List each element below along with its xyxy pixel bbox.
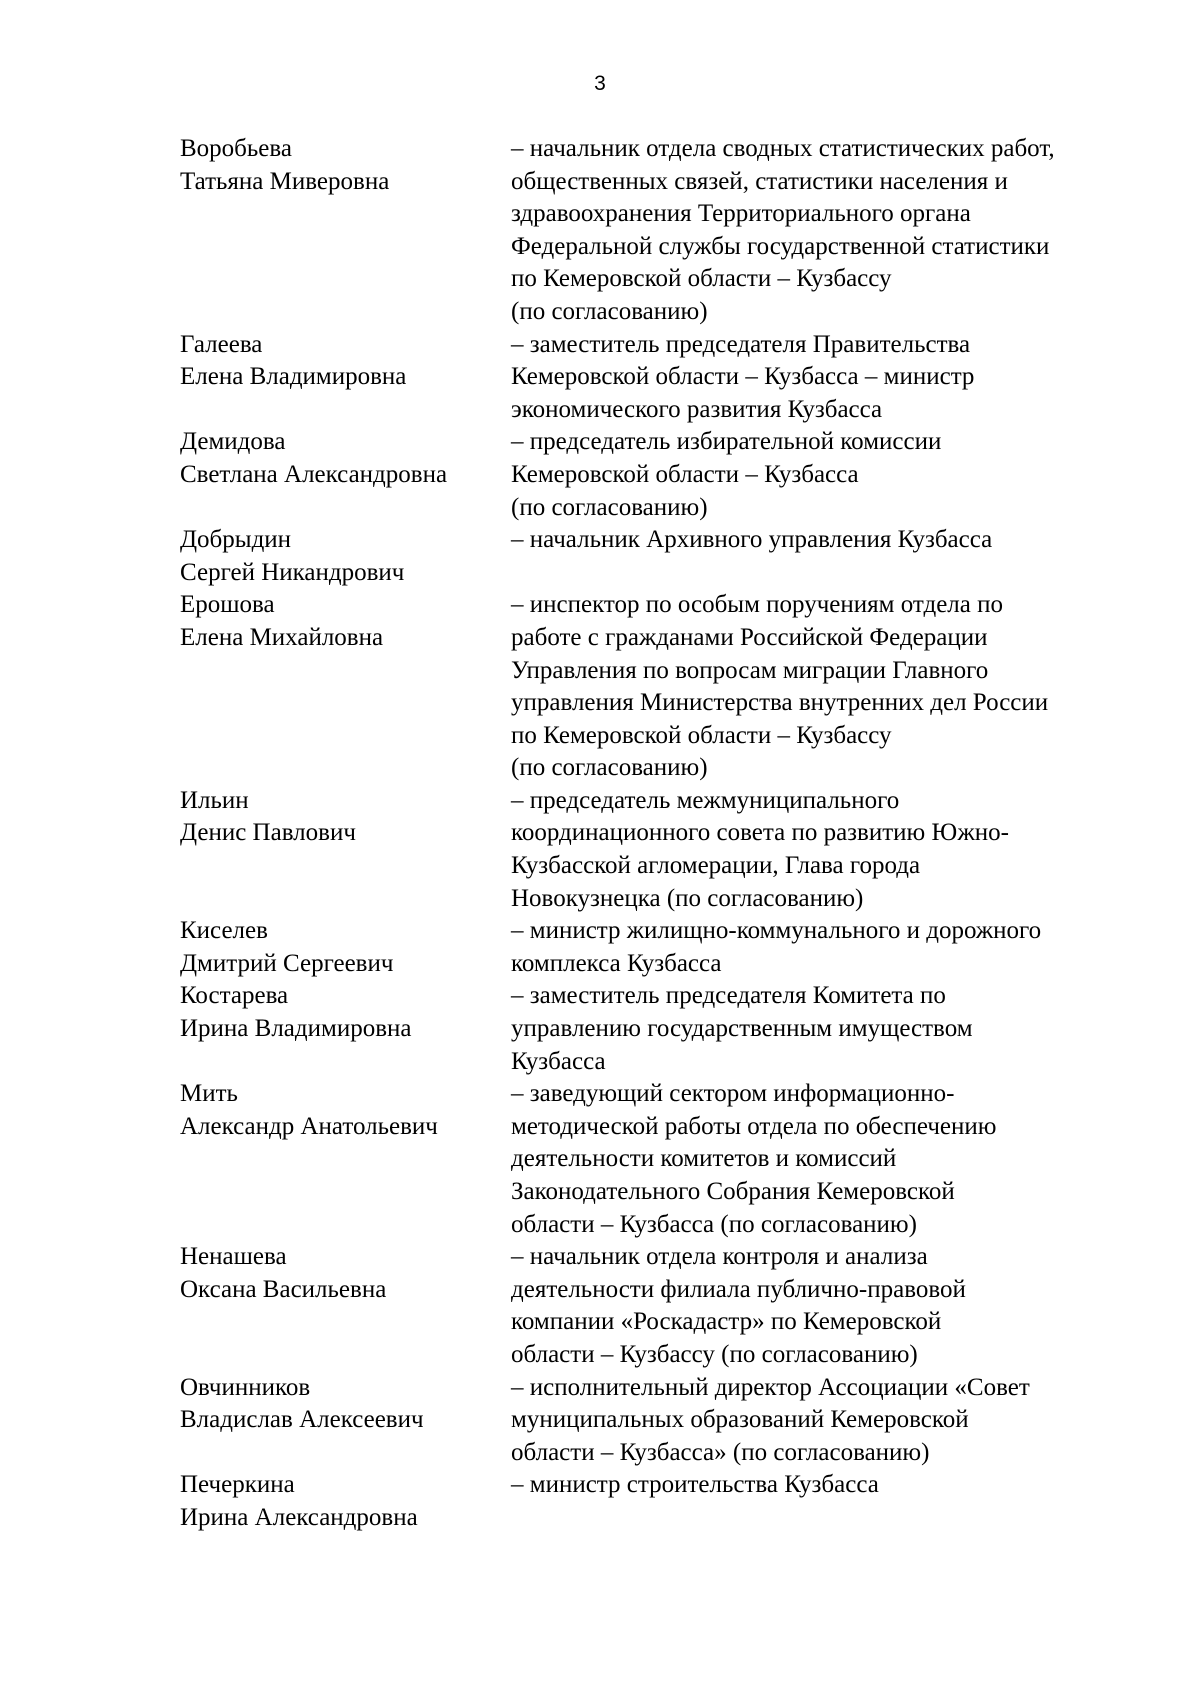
member-position-line: – начальник отдела контроля и анализа	[511, 1243, 928, 1271]
member-position-line: – председатель межмуниципального	[511, 786, 900, 814]
member-position	[511, 133, 1140, 329]
member-position-line: – заместитель председателя Правительства	[511, 330, 971, 358]
member-row	[180, 589, 1140, 785]
member-given-names: Ирина Владимировна	[180, 1015, 412, 1043]
member-row	[180, 1078, 1140, 1241]
member-position-line: (по согласованию)	[511, 754, 708, 782]
member-name	[180, 329, 511, 427]
member-position-line: работе с гражданами Российской Федерации	[511, 623, 988, 651]
member-position-line: – министр жилищно-коммунального и дорожного	[511, 917, 1042, 945]
member-name	[180, 426, 511, 524]
member-position-line: – заместитель председателя Комитета по	[511, 982, 946, 1010]
member-position-line: экономического развития Кузбасса	[511, 395, 883, 423]
member-given-names: Дмитрий Сергеевич	[180, 949, 394, 977]
member-position-line: – министр строительства Кузбасса	[511, 1471, 879, 1499]
member-position-line: управления Министерства внутренних дел России	[511, 689, 1049, 717]
member-row	[180, 133, 1140, 329]
member-position-line: Федеральной службы государственной статистики	[511, 232, 1050, 260]
member-surname: Мить	[180, 1080, 238, 1108]
member-position-line: Кузбасской агломерации, Глава города	[511, 852, 921, 880]
member-position-line: Управления по вопросам миграции Главного	[511, 656, 989, 684]
member-given-names: Сергей Никандрович	[180, 558, 405, 586]
member-row	[180, 426, 1140, 524]
member-row	[180, 1469, 1140, 1534]
member-name	[180, 1372, 511, 1470]
member-position-line: – инспектор по особым поручениям отдела по	[511, 591, 1004, 619]
member-position-line: Новокузнецка (по согласованию)	[511, 884, 864, 912]
member-position-line: деятельности комитетов и комиссий	[511, 1145, 897, 1173]
member-position-line: – заведующий сектором информационно-	[511, 1080, 955, 1108]
member-row	[180, 1241, 1140, 1371]
member-name	[180, 915, 511, 980]
member-position-line: – начальник отдела сводных статистических работ,	[511, 135, 1055, 162]
member-surname: Ненашева	[180, 1243, 287, 1271]
member-position-line: области – Кузбасса» (по согласованию)	[511, 1438, 930, 1466]
member-given-names: Елена Михайловна	[180, 623, 384, 651]
member-surname: Костарева	[180, 982, 289, 1010]
member-name	[180, 1241, 511, 1371]
member-given-names: Елена Владимировна	[180, 363, 407, 391]
member-position	[511, 329, 1140, 427]
member-position-line: по Кемеровской области – Кузбассу	[511, 265, 892, 293]
member-position	[511, 915, 1140, 980]
member-position-line: (по согласованию)	[511, 297, 708, 325]
member-position	[511, 1372, 1140, 1470]
member-surname: Печеркина	[180, 1471, 295, 1499]
member-surname: Киселев	[180, 917, 268, 945]
member-surname: Добрыдин	[180, 526, 292, 554]
member-row	[180, 1372, 1140, 1470]
member-position	[511, 426, 1140, 524]
member-position-line: компании «Роскадастр» по Кемеровской	[511, 1308, 942, 1336]
member-position-line: области – Кузбассу (по согласованию)	[511, 1340, 918, 1368]
member-given-names: Оксана Васильевна	[180, 1275, 387, 1303]
member-surname: Демидова	[180, 428, 286, 456]
member-position-line: области – Кузбасса (по согласованию)	[511, 1210, 917, 1238]
member-surname: Ильин	[180, 786, 249, 814]
member-position-line: Кемеровской области – Кузбасса – министр	[511, 363, 975, 391]
member-position-line: общественных связей, статистики населения и	[511, 167, 1008, 195]
member-position-line: муниципальных образований Кемеровской	[511, 1406, 969, 1434]
member-position-line: (по согласованию)	[511, 493, 708, 521]
member-position-line: комплекса Кузбасса	[511, 949, 722, 977]
member-given-names: Денис Павлович	[180, 819, 356, 847]
member-position-line: координационного совета по развитию Южно-	[511, 819, 1009, 847]
member-list	[180, 133, 1140, 1535]
member-name	[180, 524, 511, 589]
member-position	[511, 1469, 1140, 1534]
member-name	[180, 785, 511, 915]
member-position	[511, 1241, 1140, 1371]
member-row	[180, 980, 1140, 1078]
member-given-names: Александр Анатольевич	[180, 1112, 438, 1140]
member-row	[180, 785, 1140, 915]
member-position-line: по Кемеровской области – Кузбассу	[511, 721, 892, 749]
member-position-line: – председатель избирательной комиссии	[511, 428, 942, 456]
member-position	[511, 1078, 1140, 1241]
member-given-names: Владислав Алексеевич	[180, 1406, 424, 1434]
member-given-names: Татьяна Миверовна	[180, 167, 390, 195]
member-surname: Воробьева	[180, 135, 292, 162]
member-name	[180, 589, 511, 785]
member-position-line: Кузбасса	[511, 1047, 606, 1075]
member-surname: Овчинников	[180, 1373, 311, 1401]
member-position	[511, 524, 1140, 589]
member-surname: Галеева	[180, 330, 263, 358]
member-name	[180, 980, 511, 1078]
member-position	[511, 589, 1140, 785]
member-surname: Ерошова	[180, 591, 275, 619]
member-position-line: – начальник Архивного управления Кузбасса	[511, 526, 993, 554]
member-position-line: – исполнительный директор Ассоциации «Совет	[511, 1373, 1030, 1401]
member-position	[511, 980, 1140, 1078]
member-position-line: методической работы отдела по обеспечению	[511, 1112, 997, 1140]
member-position-line: здравоохранения Территориального органа	[511, 200, 971, 228]
member-name	[180, 1469, 511, 1534]
member-position	[511, 785, 1140, 915]
member-given-names: Ирина Александровна	[180, 1503, 418, 1531]
member-name	[180, 1078, 511, 1241]
member-position-line: деятельности филиала публично-правовой	[511, 1275, 966, 1303]
page-number: 3	[594, 72, 606, 95]
member-position-line: Кемеровской области – Кузбасса	[511, 460, 859, 488]
member-position-line: управлению государственным имуществом	[511, 1015, 973, 1043]
member-name	[180, 133, 511, 329]
member-row	[180, 329, 1140, 427]
member-position-line: Законодательного Собрания Кемеровской	[511, 1178, 955, 1205]
member-row	[180, 524, 1140, 589]
member-given-names: Светлана Александровна	[180, 460, 448, 488]
member-row	[180, 915, 1140, 980]
